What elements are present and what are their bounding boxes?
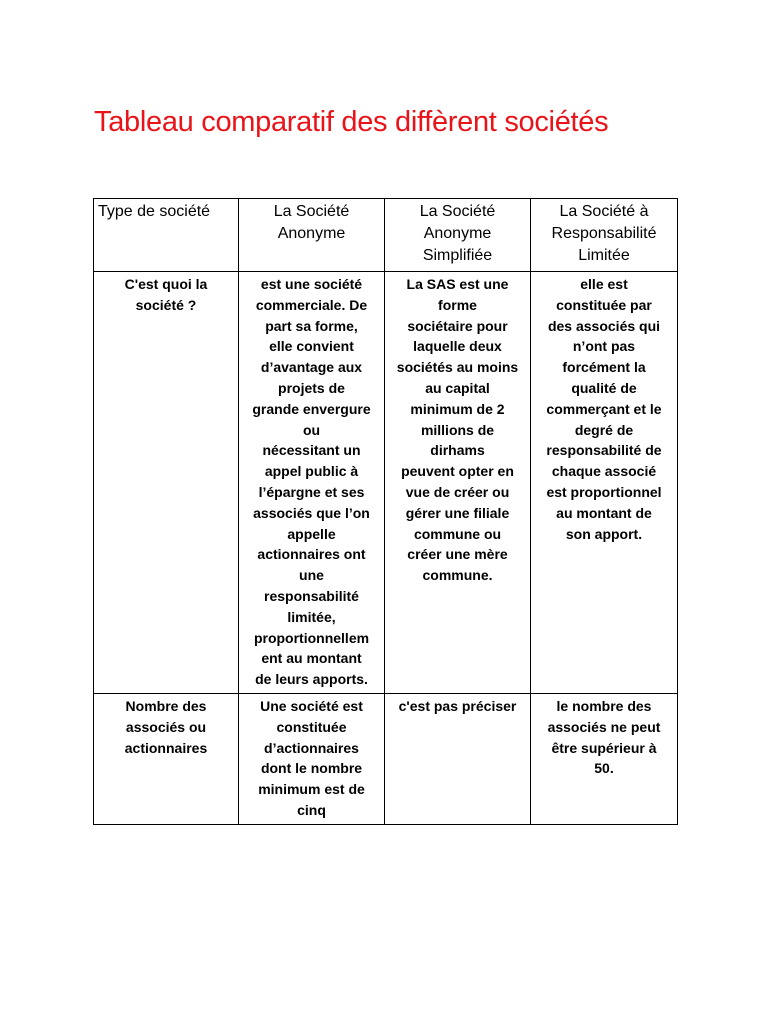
row-label-definition: C'est quoi la société ? [94,272,239,694]
row-label-associates: Nombre des associés ou actionnaires [94,693,239,824]
table-row [94,693,678,824]
comparison-table [93,198,678,825]
cell-sarl-definition: elle est constituée par des associés qui n’ont pas forcément la qualité de commerçant et le degré de responsabilité de chaque associé est proportionnel au montant de son apport. [531,272,678,694]
cell-sarl-associates: le nombre des associés ne peut être supérieur à 50. [531,693,678,824]
header-sarl: La Société à Responsabilité Limitée [531,199,678,272]
header-sas: La Société Anonyme Simplifiée [385,199,531,272]
header-row [94,199,678,272]
cell-sas-associates: c'est pas préciser [385,693,531,824]
cell-sa-definition: est une société commerciale. De part sa forme, elle convient d’avantage aux projets de grande envergure ou nécessitant un appel public à l’épargne et ses associés que l’on appelle actionnaires ont une responsabilité limitée, proportionnellem ent au montant de leurs apports. [239,272,385,694]
header-type: Type de société [94,199,239,272]
cell-sa-associates: Une société est constituée d’actionnaires dont le nombre minimum est de cinq [239,693,385,824]
cell-sas-definition: La SAS est une forme sociétaire pour laquelle deux sociétés au moins au capital minimum de 2 millions de dirhams peuvent opter en vue de créer ou gérer une filiale commune ou créer une mère commune. [385,272,531,694]
table-row [94,272,678,694]
header-sa: La Société Anonyme [239,199,385,272]
document-title: Tableau comparatif des diffèrent sociétés [94,106,609,138]
